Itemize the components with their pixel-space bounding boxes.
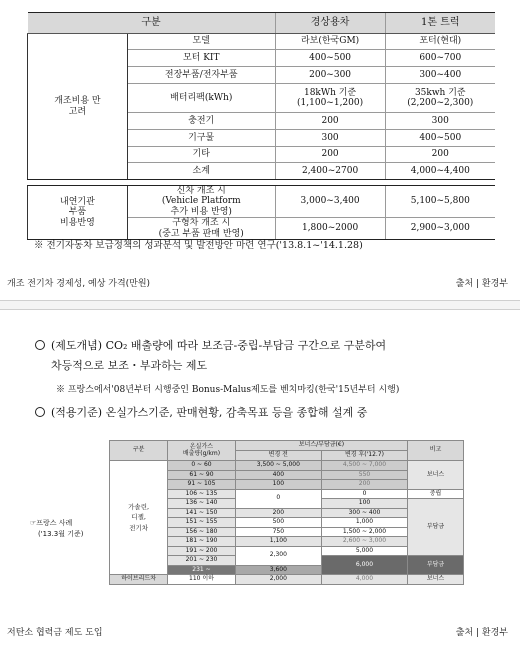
note-neutral: 중립	[408, 489, 464, 499]
emission-range: 61 ~ 90	[168, 470, 236, 480]
emission-range: 136 ~ 140	[168, 499, 236, 509]
header-light-commercial: 경상용차	[275, 13, 385, 34]
row-value: 300	[385, 113, 495, 130]
emission-range: 151 ~ 155	[168, 518, 236, 528]
header-1ton-truck: 1톤 트럭	[385, 13, 495, 34]
value-after: 100	[321, 499, 407, 509]
ev-conversion-cost-panel	[0, 0, 520, 300]
row-value: 5,100~5,800	[385, 186, 495, 218]
section-divider	[0, 300, 520, 310]
value-before: 100	[235, 480, 321, 490]
row-label: 기구물	[127, 130, 275, 147]
row-value: 18kWh 기준 (1,100~1,200)	[275, 84, 385, 113]
value-after: 0	[321, 489, 407, 499]
row-label: 전장부품/전자부품	[127, 67, 275, 84]
row-value: 2,400~2700	[275, 163, 385, 180]
value-before: 400	[235, 470, 321, 480]
value-after: 550	[321, 470, 407, 480]
row-value: 200	[275, 147, 385, 163]
value-after: 4,000	[321, 575, 407, 585]
emission-range: 110 이하	[168, 575, 236, 585]
value-after: 200	[321, 480, 407, 490]
figure-source: 출처 | 환경부	[455, 628, 508, 638]
value-after: 300 ~ 400	[321, 508, 407, 518]
france-example-label	[30, 518, 83, 540]
table-row	[28, 34, 496, 50]
bullet-text: (적용기준) 온실가스기준, 판매현황, 감축목표 등을 종합해 설계 중	[51, 406, 368, 419]
row-value: 2,900~3,000	[385, 218, 495, 240]
row-label: 모델	[127, 34, 275, 50]
row-value: 3,000~3,400	[275, 186, 385, 218]
table-row	[110, 461, 464, 471]
ev-conversion-cost-table	[27, 12, 495, 240]
value-before: 0	[235, 489, 321, 508]
row-value: 200	[385, 147, 495, 163]
row-value: 600~700	[385, 50, 495, 67]
row-value: 300~400	[385, 67, 495, 84]
row-label: 충전기	[127, 113, 275, 130]
value-after: 5,000	[321, 546, 407, 556]
circle-bullet-icon	[35, 407, 45, 417]
row-value: 200~300	[275, 67, 385, 84]
low-carbon-cooperation-panel	[0, 310, 520, 647]
row-label: 배터리팩(kWh)	[127, 84, 275, 113]
bullet-concept	[35, 337, 386, 355]
table-header-row	[28, 13, 496, 34]
note-malus: 부담금	[408, 499, 464, 556]
value-before: 200	[235, 508, 321, 518]
header-emission: 온실가스 배출량(g/km)	[168, 441, 236, 461]
emission-range: 156 ~ 180	[168, 527, 236, 537]
fuel-type-label: 가솔린, 디젤, 전기차	[110, 461, 168, 575]
row-value: 라보(한국GM)	[275, 34, 385, 50]
row-label: 신차 개조 시 (Vehicle Platform 추가 비용 반영)	[127, 186, 275, 218]
bullet-text: (제도개념) CO₂ 배출량에 따라 보조금-중립-부담금 구간으로 구분하여	[51, 339, 387, 352]
row-value: 400~500	[385, 130, 495, 147]
row-value: 35kwh 기준 (2,200~2,300)	[385, 84, 495, 113]
row-value: 400~500	[275, 50, 385, 67]
bullet-concept-continued: 차등적으로 보조・부과하는 제도	[51, 359, 208, 372]
row-value: 200	[275, 113, 385, 130]
row-label: 구형차 개조 시 (중고 부품 판매 반영)	[127, 218, 275, 240]
emission-range: 231 ~	[168, 565, 236, 575]
figure-source: 출처 | 환경부	[455, 279, 508, 289]
header-category: 구분	[110, 441, 168, 461]
study-footnote: ※ 전기자동차 보급정책의 성과분석 및 발전방안 마련 연구('13.8.1~'14.1.28)	[34, 240, 363, 251]
value-after: 2,600 ~ 3,000	[321, 537, 407, 547]
value-after: 6,000	[321, 556, 407, 575]
hybrid-label: 하이브리드차	[110, 575, 168, 585]
value-before: 500	[235, 518, 321, 528]
value-before: 2,000	[235, 575, 321, 585]
note-bonus: 보너스	[408, 575, 464, 585]
value-after: 4,500 ~ 7,000	[321, 461, 407, 471]
row-label: 기타	[127, 147, 275, 163]
emission-range: 106 ~ 135	[168, 489, 236, 499]
france-date: ('13.3월 기준)	[38, 530, 84, 538]
header-category: 구분	[28, 13, 276, 34]
header-before: 변경 전	[235, 451, 321, 461]
value-before: 1,100	[235, 537, 321, 547]
value-before: 750	[235, 527, 321, 537]
emission-range: 201 ~ 230	[168, 556, 236, 566]
emission-range: 141 ~ 150	[168, 508, 236, 518]
value-before: 3,500 ~ 5,000	[235, 461, 321, 471]
note-malus: 부담금	[408, 556, 464, 575]
table-row	[28, 186, 496, 218]
header-after: 변경 후('12.7)	[321, 451, 407, 461]
group-conversion-only: 개조비용 만 고려	[28, 34, 128, 180]
hybrid-row	[110, 575, 464, 585]
emission-range: 181 ~ 190	[168, 537, 236, 547]
emission-range: 91 ~ 105	[168, 480, 236, 490]
note-bonus: 보너스	[408, 461, 464, 490]
figure-caption: 저탄소 협력금 제도 도입	[7, 628, 103, 638]
value-after: 1,000	[321, 518, 407, 528]
bonus-malus-table	[109, 440, 464, 585]
france-label: ☞프랑스 사례	[30, 519, 73, 527]
figure-caption: 개조 전기차 경제성, 예상 가격(만원)	[7, 279, 151, 289]
header-note: 비고	[408, 441, 464, 461]
table-header-row	[110, 441, 464, 451]
row-value: 1,800~2000	[275, 218, 385, 240]
value-before: 3,600	[235, 565, 321, 575]
row-value: 300	[275, 130, 385, 147]
value-before: 2,300	[235, 546, 321, 565]
group-ice-parts: 내연기관 부품 비용반영	[28, 186, 128, 240]
row-label: 소계	[127, 163, 275, 180]
row-value: 포터(현대)	[385, 34, 495, 50]
emission-range: 0 ~ 60	[168, 461, 236, 471]
row-value: 4,000~4,400	[385, 163, 495, 180]
emission-range: 191 ~ 200	[168, 546, 236, 556]
value-after: 1,500 ~ 2,000	[321, 527, 407, 537]
header-bonus-malus: 보너스/부담금(€)	[235, 441, 407, 451]
circle-bullet-icon	[35, 340, 45, 350]
row-label: 모터 KIT	[127, 50, 275, 67]
bonus-malus-note: ※ 프랑스에서'08년부터 시행중인 Bonus-Malus제도를 벤치마킹(한국'15년부터 시행)	[56, 385, 400, 395]
bullet-criteria	[35, 404, 367, 422]
